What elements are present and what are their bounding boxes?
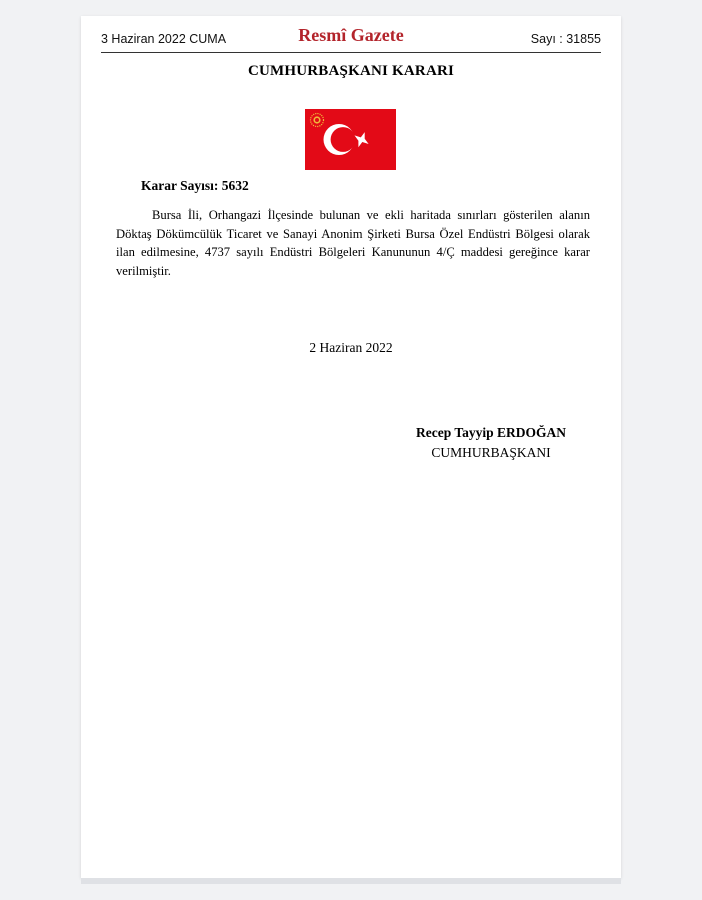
issue-number: Sayı : 31855 (530, 32, 601, 46)
turkish-flag-icon (305, 109, 396, 170)
gazette-header (101, 25, 601, 53)
decision-body: Bursa İli, Orhangazi İlçesinde bulunan ve ekli haritada sınırları gösterilen alanın Döktaş Dökümcülük Ticaret ve Sanayi Anonim Şirketi Bursa Özel Endüstri Bölgesi olarak ilan edilmesine, 4737 sayılı Endüstri Bölgeleri Kanununun 4/Ç maddesi gereğince karar verilmiştir. (116, 208, 590, 278)
gazette-title: Resmî Gazete (298, 25, 404, 45)
document-title: CUMHURBAŞKANI KARARI (247, 63, 455, 79)
header-date: 3 Haziran 2022 CUMA (101, 32, 227, 46)
decision-date: 2 Haziran 2022 (309, 340, 393, 355)
signatory-title: CUMHURBAŞKANI (431, 445, 551, 460)
page-bottom-edge (81, 878, 621, 884)
signatory-name: Recep Tayyip ERDOĞAN (415, 425, 567, 440)
decision-number: Karar Sayısı: 5632 (141, 178, 249, 193)
document-page (81, 16, 621, 878)
